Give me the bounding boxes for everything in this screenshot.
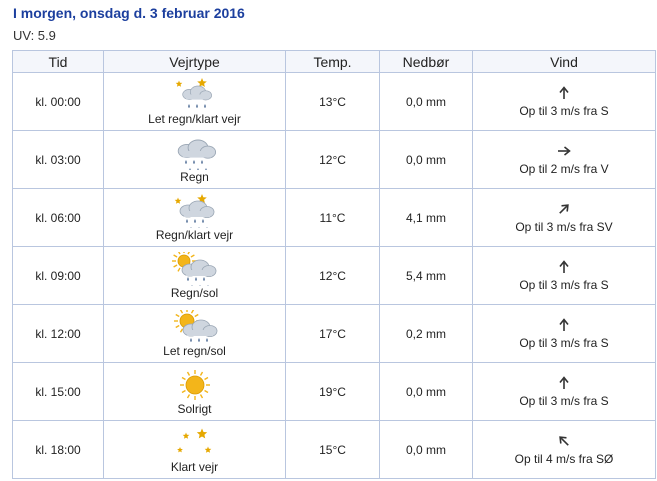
wind-cell (473, 73, 656, 131)
wind-label: Op til 3 m/s fra SV (515, 219, 613, 234)
precipitation-cell: 4,1 mm (380, 189, 473, 247)
wind-cell (473, 305, 656, 363)
wind-arrow-icon (557, 202, 571, 220)
temperature-cell: 12°C (286, 131, 380, 189)
precipitation-cell: 0,0 mm (380, 363, 473, 421)
wind-label: Op til 3 m/s fra S (519, 103, 609, 118)
wind-arrow-icon (557, 144, 571, 162)
light-rain-clear-icon (172, 78, 218, 112)
col-header-wind: Vind (473, 51, 656, 73)
weather-label: Let regn/klart vejr (148, 111, 241, 126)
rain-sun-icon (172, 252, 218, 286)
weather-cell (104, 247, 286, 305)
temperature-cell: 12°C (286, 247, 380, 305)
table-row (13, 305, 656, 363)
time-cell: kl. 09:00 (13, 247, 104, 305)
wind-label: Op til 2 m/s fra V (519, 161, 609, 176)
weather-cell (104, 189, 286, 247)
wind-arrow-icon (557, 376, 571, 394)
weather-label: Solrigt (177, 401, 212, 416)
wind-arrow-icon (557, 260, 571, 278)
table-row (13, 363, 656, 421)
temperature-cell: 11°C (286, 189, 380, 247)
weather-cell (104, 73, 286, 131)
wind-cell (473, 363, 656, 421)
wind-label: Op til 4 m/s fra SØ (514, 451, 614, 466)
table-row (13, 189, 656, 247)
precipitation-cell: 0,0 mm (380, 131, 473, 189)
weather-cell (104, 131, 286, 189)
clear-night-icon (172, 426, 218, 460)
wind-arrow-icon (557, 434, 571, 452)
time-cell: kl. 03:00 (13, 131, 104, 189)
temperature-cell: 19°C (286, 363, 380, 421)
temperature-cell: 13°C (286, 73, 380, 131)
col-header-weather: Vejrtype (104, 51, 286, 73)
wind-arrow-icon (557, 86, 571, 104)
weather-cell (104, 421, 286, 479)
weather-label: Klart vejr (170, 459, 219, 474)
rain-icon (172, 136, 218, 170)
weather-cell (104, 305, 286, 363)
time-cell: kl. 15:00 (13, 363, 104, 421)
weather-label: Regn/sol (170, 285, 219, 300)
weather-label: Regn/klart vejr (155, 227, 234, 242)
temperature-cell: 17°C (286, 305, 380, 363)
weather-label: Let regn/sol (163, 343, 226, 358)
precipitation-cell: 0,0 mm (380, 73, 473, 131)
precipitation-cell: 5,4 mm (380, 247, 473, 305)
wind-cell (473, 189, 656, 247)
wind-arrow-icon (557, 318, 571, 336)
col-header-temp: Temp. (286, 51, 380, 73)
forecast-table (12, 50, 656, 479)
col-header-precip: Nedbør (380, 51, 473, 73)
time-cell: kl. 18:00 (13, 421, 104, 479)
wind-cell (473, 247, 656, 305)
table-header-row (13, 51, 656, 73)
wind-cell (473, 421, 656, 479)
precipitation-cell: 0,0 mm (380, 421, 473, 479)
table-row (13, 131, 656, 189)
table-row (13, 421, 656, 479)
sunny-icon (172, 368, 218, 402)
weather-cell (104, 363, 286, 421)
uv-index: UV: 5.9 (13, 28, 56, 43)
col-header-time: Tid (13, 51, 104, 73)
time-cell: kl. 00:00 (13, 73, 104, 131)
temperature-cell: 15°C (286, 421, 380, 479)
weather-label: Regn (180, 169, 209, 184)
precipitation-cell: 0,2 mm (380, 305, 473, 363)
table-row (13, 247, 656, 305)
wind-label: Op til 3 m/s fra S (519, 393, 609, 408)
time-cell: kl. 12:00 (13, 305, 104, 363)
wind-cell (473, 131, 656, 189)
light-rain-sun-icon (172, 310, 218, 344)
wind-label: Op til 3 m/s fra S (519, 335, 609, 350)
time-cell: kl. 06:00 (13, 189, 104, 247)
wind-label: Op til 3 m/s fra S (519, 277, 609, 292)
table-row (13, 73, 656, 131)
page-title: I morgen, onsdag d. 3 februar 2016 (13, 5, 245, 21)
rain-clear-icon (172, 194, 218, 228)
